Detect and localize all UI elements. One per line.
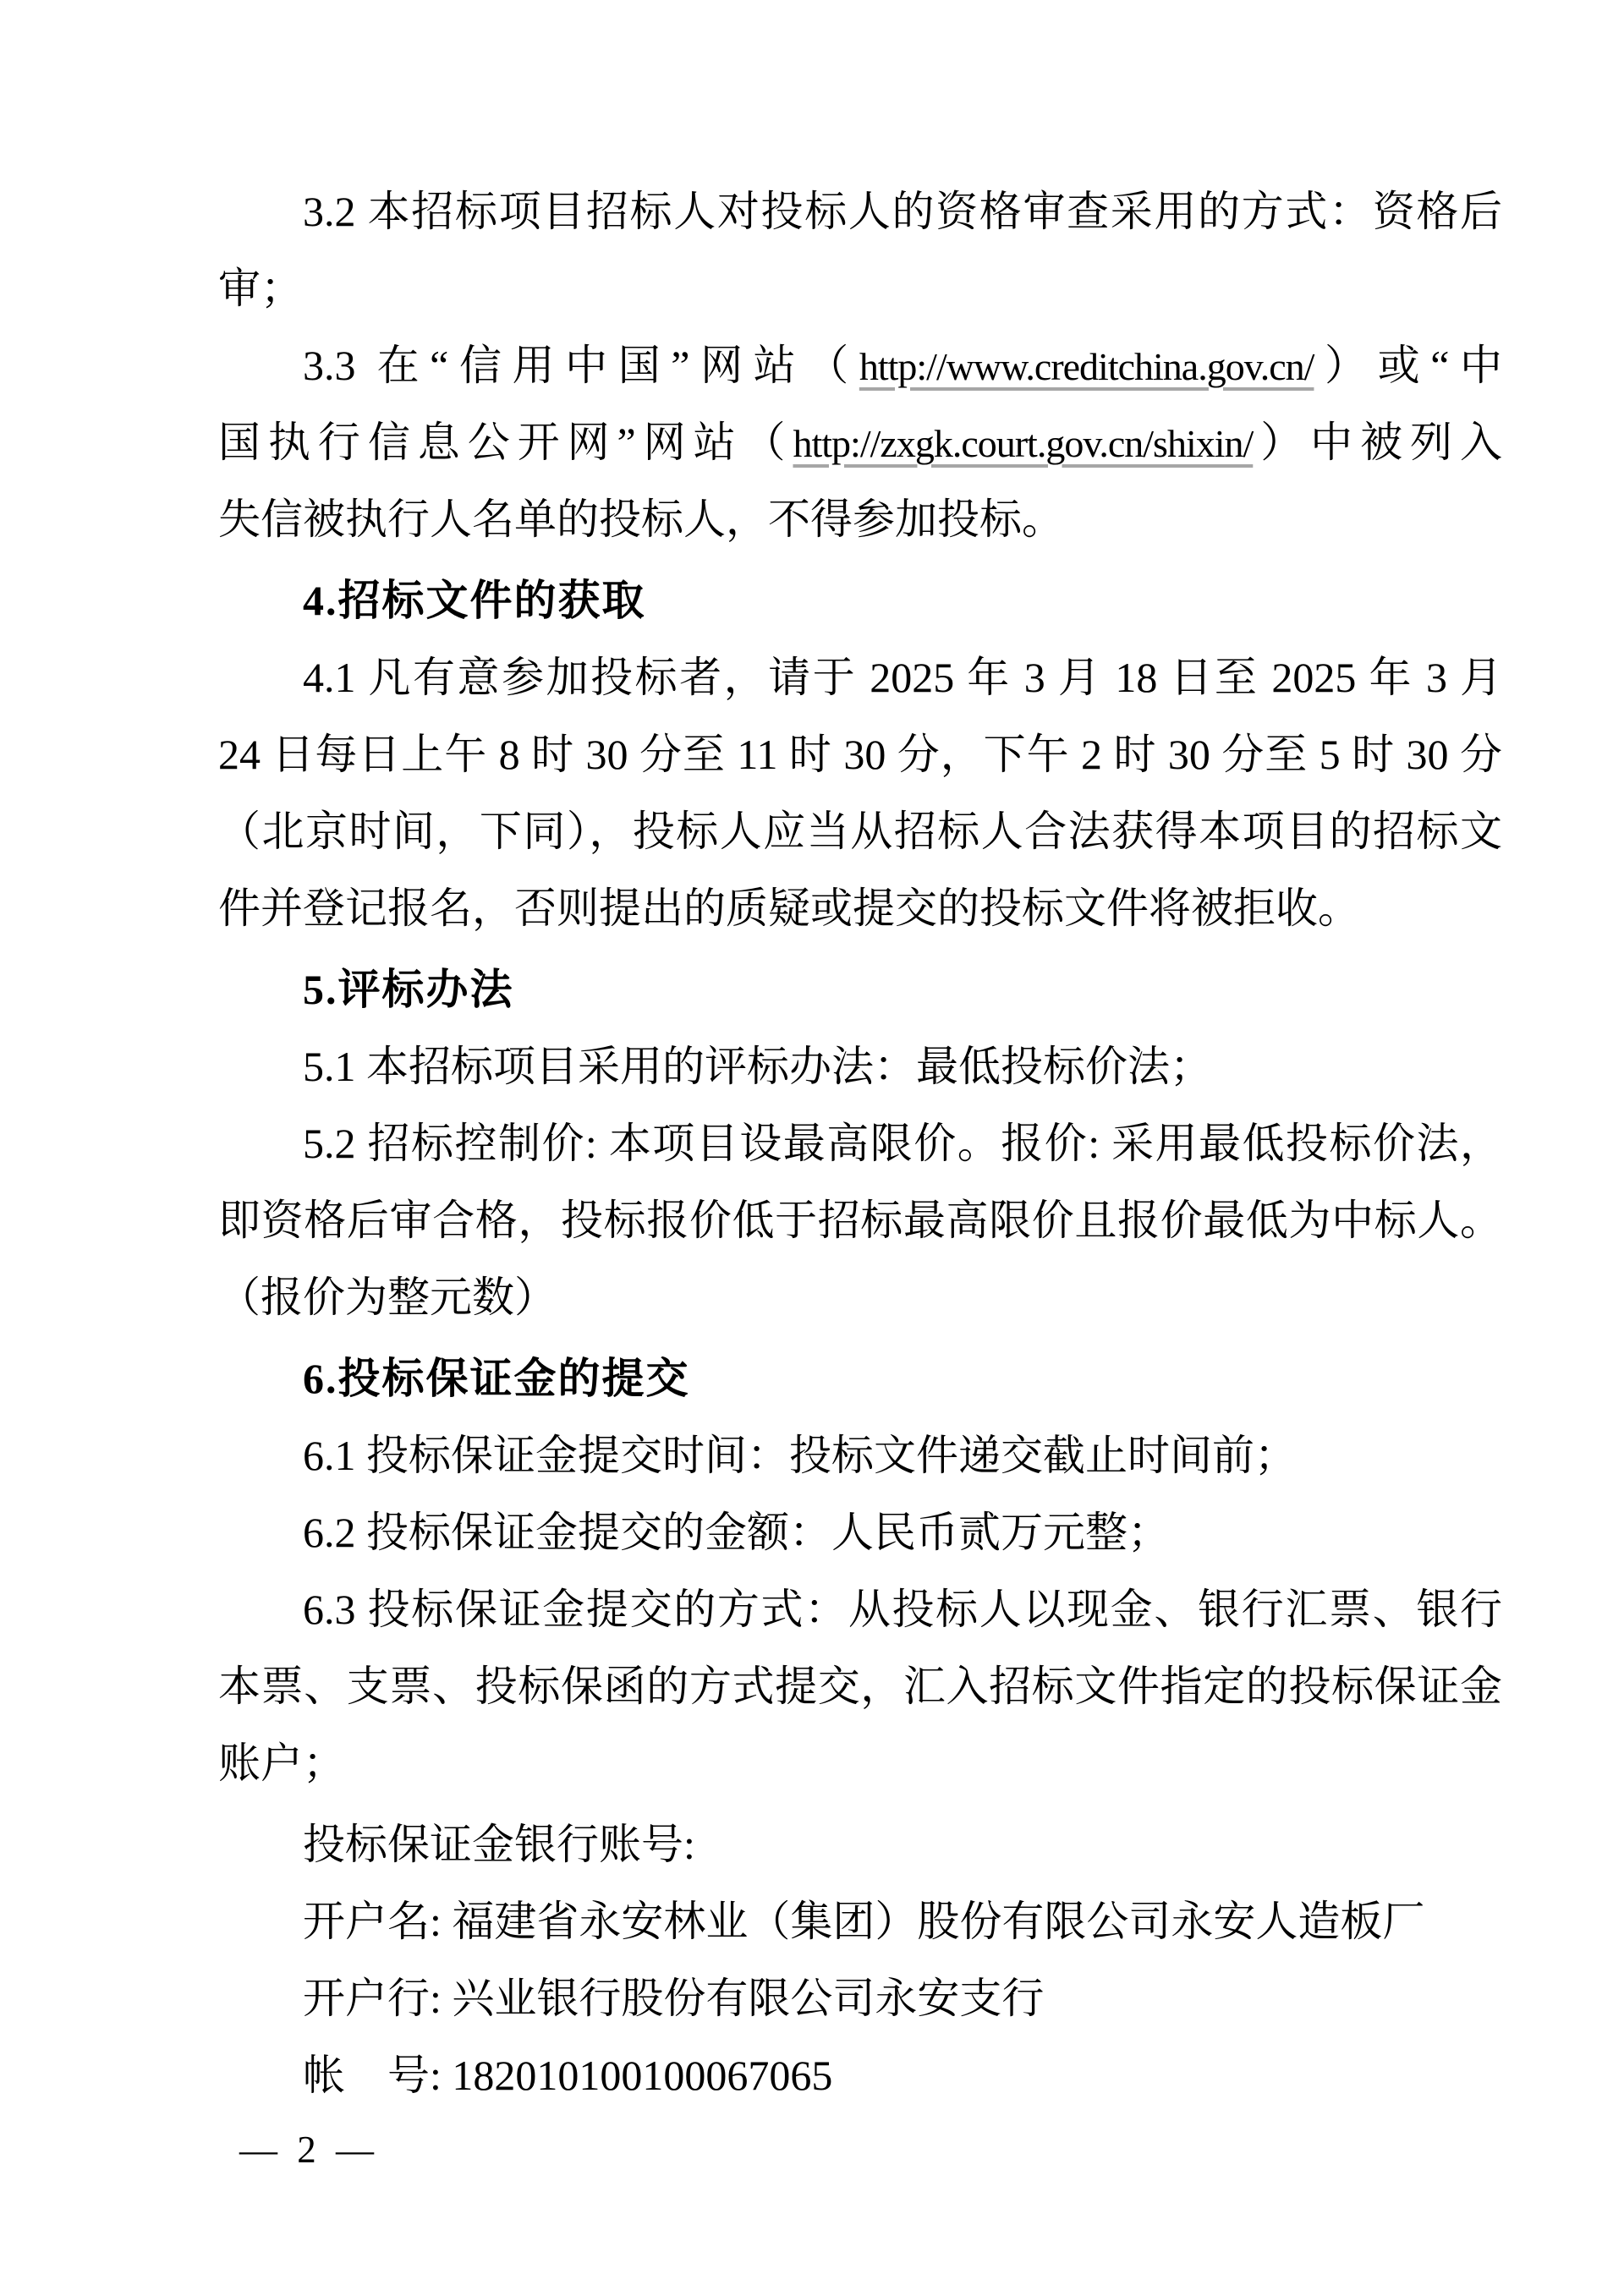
- body-text: 3.2 本招标项目招标人对投标人的资格审查采用的方式：资格后: [303, 188, 1502, 235]
- body-text: 件并登记报名，否则提出的质疑或提交的投标文件将被拒收。: [218, 885, 1360, 932]
- body-text: 国执行信息公开网”网站（: [218, 419, 793, 466]
- body-text: 开户名: 福建省永安林业（集团）股份有限公司永安人造板厂: [303, 1898, 1425, 1945]
- body-text: 4.1 凡有意参加投标者，请于 2025 年 3 月 18 日至 2025 年 3 月: [303, 654, 1502, 701]
- heading-text: 6.投标保证金的提交: [303, 1355, 690, 1402]
- paragraph-line: [218, 1648, 1502, 1725]
- section-heading-6: [218, 1340, 1502, 1417]
- body-text: （报价为整元数）: [218, 1274, 557, 1321]
- heading-text: 4.招标文件的获取: [303, 577, 646, 624]
- paragraph-line: [218, 793, 1502, 870]
- body-text: 3.3 在“信用中国”网站（: [303, 342, 859, 389]
- body-text: ）或“中: [1314, 342, 1502, 389]
- paragraph-line: [218, 1571, 1502, 1648]
- paragraph-line: [218, 250, 1502, 327]
- body-text: 6.1 投标保证金提交时间：投标文件递交截止时间前；: [303, 1432, 1297, 1479]
- bank-branch-line: [218, 1960, 1502, 2037]
- body-text: 开户行: 兴业银行股份有限公司永安支行: [303, 1975, 1045, 2022]
- paragraph-line: [218, 173, 1502, 250]
- paragraph-line: [218, 1494, 1502, 1571]
- paragraph-line: [218, 1259, 1502, 1336]
- paragraph-line: [218, 716, 1502, 793]
- creditchina-hyperlink[interactable]: http://www.creditchina.gov.cn/: [859, 345, 1314, 388]
- body-text: 投标保证金银行账号:: [303, 1821, 695, 1868]
- paragraph-line: [218, 1417, 1502, 1494]
- body-text: 6.3 投标保证金提交的方式：从投标人以现金、银行汇票、银行: [303, 1586, 1502, 1633]
- document-body: [218, 173, 1502, 2114]
- bank-account-intro-line: [218, 1806, 1502, 1883]
- body-text: （北京时间，下同），投标人应当从招标人合法获得本项目的招标文: [218, 808, 1502, 855]
- page-number-text: — 2 —: [239, 2129, 374, 2171]
- body-text: 5.2 招标控制价: 本项目设最高限价。报价: 采用最低投标价法，: [303, 1120, 1502, 1167]
- body-text: 24 日每日上午 8 时 30 分至 11 时 30 分，下午 2 时 30 分至 5 时 30 分: [218, 731, 1502, 778]
- body-text: 5.1 本招标项目采用的评标办法：最低投标价法；: [303, 1043, 1212, 1090]
- paragraph-line: [218, 1182, 1502, 1259]
- body-text: ）中被列入: [1253, 419, 1503, 466]
- paragraph-line: [218, 870, 1502, 947]
- account-number-line: [218, 2037, 1502, 2114]
- section-heading-5: [218, 951, 1502, 1028]
- section-heading-4: [218, 562, 1502, 639]
- paragraph-line: [218, 404, 1502, 481]
- body-text: 审；: [218, 265, 303, 312]
- paragraph-line: [218, 1725, 1502, 1802]
- paragraph-line: [218, 327, 1502, 404]
- body-text: 即资格后审合格，投标报价低于招标最高限价且报价最低为中标人。: [218, 1197, 1502, 1244]
- paragraph-line: [218, 639, 1502, 716]
- account-name-line: [218, 1883, 1502, 1960]
- body-text: 账户；: [218, 1740, 345, 1787]
- zxgk-court-hyperlink[interactable]: http://zxgk.court.gov.cn/shixin/: [793, 422, 1254, 465]
- body-text: 失信被执行人名单的投标人，不得参加投标。: [218, 496, 1064, 543]
- paragraph-line: [218, 1028, 1502, 1105]
- body-text: 帐 号: 182010100100067065: [303, 2052, 833, 2099]
- heading-text: 5.评标办法: [303, 966, 514, 1013]
- paragraph-line: [218, 481, 1502, 558]
- paragraph-line: [218, 1105, 1502, 1182]
- body-text: 本票、支票、投标保函的方式提交，汇入招标文件指定的投标保证金: [218, 1663, 1502, 1710]
- body-text: 6.2 投标保证金提交的金额：人民币贰万元整；: [303, 1509, 1170, 1556]
- page-number: [239, 2124, 374, 2175]
